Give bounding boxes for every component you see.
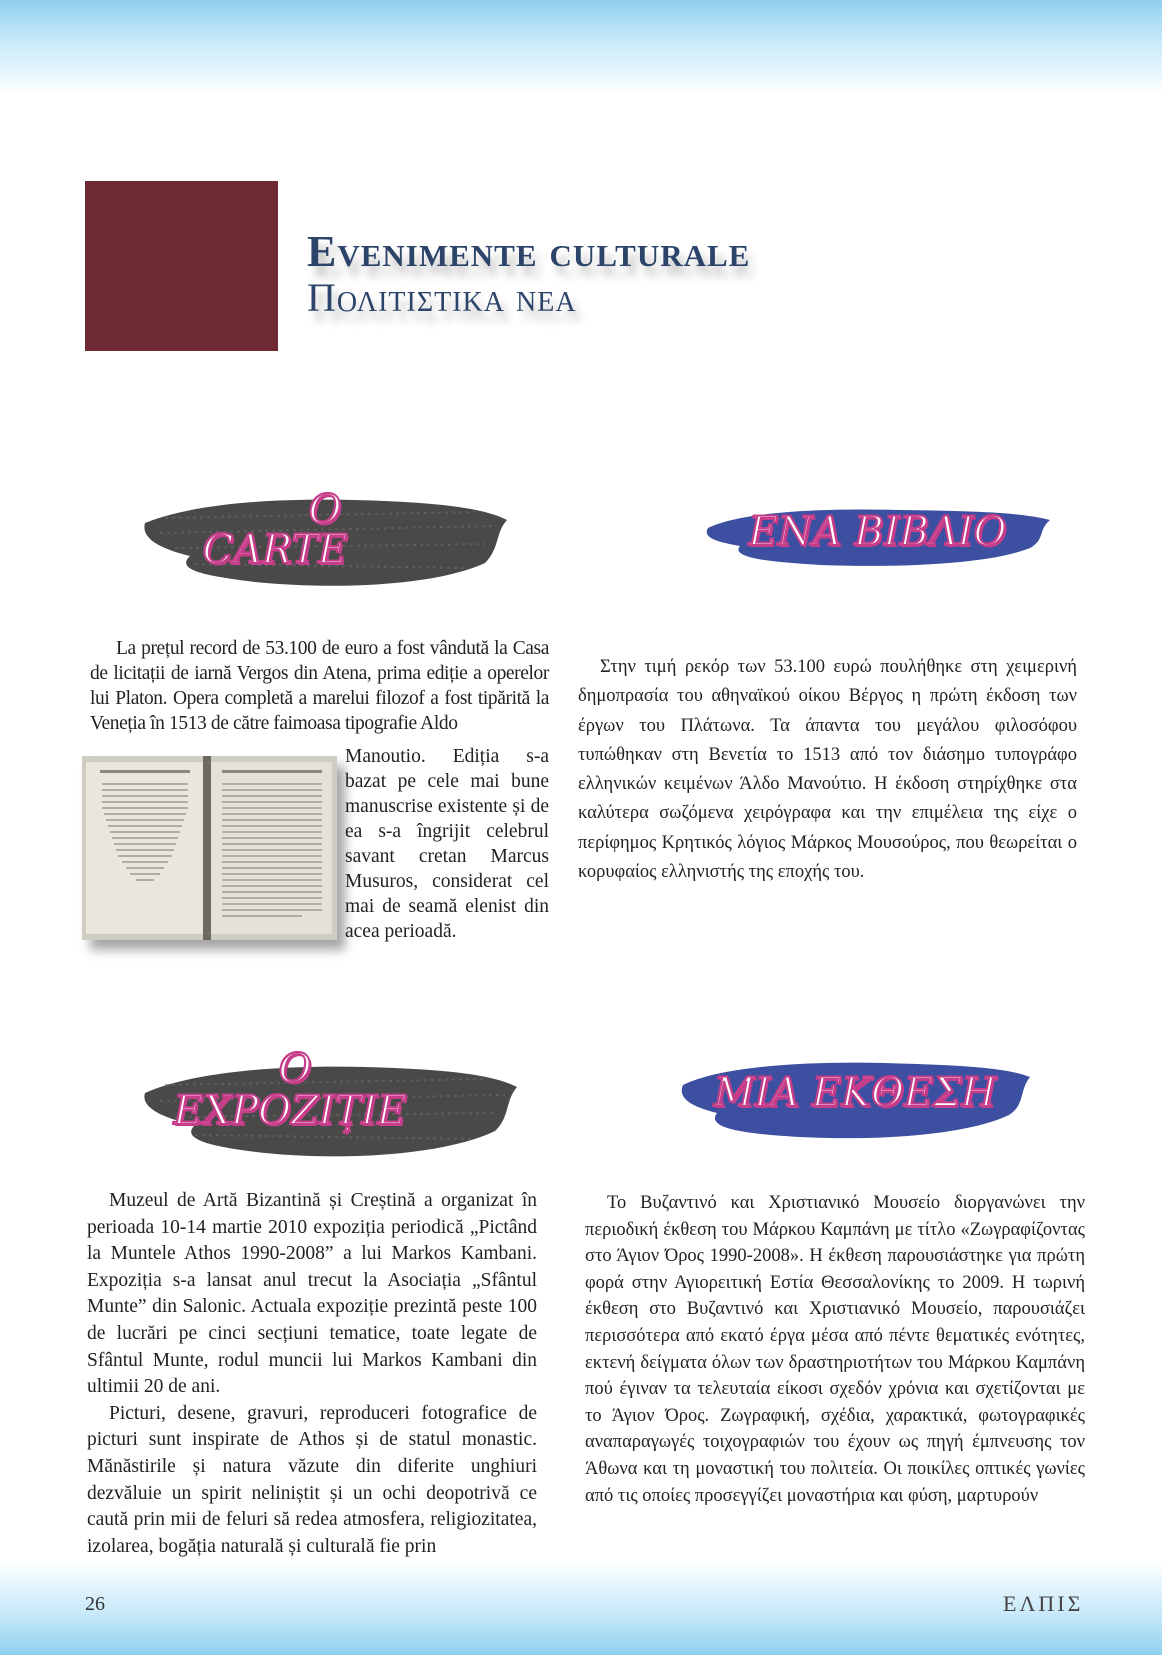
open-book-illustration: [82, 756, 337, 940]
brush-text-o: O: [308, 487, 342, 533]
bottom-gradient-band: [0, 1560, 1162, 1655]
page-number: 26: [85, 1593, 105, 1615]
brush-text-o: O: [278, 1046, 312, 1092]
book-article-romanian-intro: [90, 636, 549, 736]
brush-label-o-expozitie: [135, 1043, 525, 1168]
section-title-romanian: Evenimente culturale: [307, 227, 751, 276]
brush-text-expozitie: EXPOZIȚIE: [173, 1088, 407, 1134]
exhibition-greek-paragraph: Το Βυζαντινό και Χριστιανικό Μουσείο διοργανώνει την περιοδική έκθεση του Μάρκου Καμπάνη με τίτλο «Ζωγραφίζοντας στο Άγιον Όρος 1990-2008». Η έκθεση παρουσιάστηκε για πρώτη φορά στην Αγιορειτική Εστία Θεσσαλονίκης το 2009. Η τωρινή έκθεση στο Βυζαντινό και Χριστιανικό Μουσείο, παρουσιάζει περισσότερα από εκατό έργα μέσα από πέντε θεματικές ενότητες, εκτενή δείγματα όλων των δραστηριοτήτων του Μάρκου Καμπάνη πού έγιναν τα τελευταία είκοσι σχεδόν χρόνια και σχετίζονται με το Άγιον Όρος. Ζωγραφική, σχέδια, χαρακτικά, φωτογραφικές αναπαραγωγές τοιχογραφιών του έχουν ως πηγή έμπνευσης τον Άθωνα και τη μοναστική του πολιτεία. Οι ποικίλες οπτικές γωνίες από τις οποίες προσεγγίζει μοναστήρια και φύση, μαρτυρούν: [585, 1193, 1085, 1506]
book-article-greek: [578, 653, 1077, 887]
brush-text-mia-ekthesi: ΜΙΑ ΕΚΘΕΣΗ: [713, 1070, 997, 1116]
brush-label-ena-vivlio: [700, 498, 1055, 573]
exhibition-article-greek: [585, 1190, 1085, 1509]
exhibition-romanian-paragraph-2: Picturi, desene, gravuri, reproduceri fotografice de picturi sunt inspirate de Athos și de statul monastic. Mănăstirile și natura văzute din diferite unghiuri dezvăluie un spirit neliniștit și un ochi deopotrivă ce caută prin mii de feluri să redea atmosfera, religiozitatea, izolarea, bogăția naturală și culturală fie prin: [87, 1402, 537, 1557]
exhibition-article-romanian: [87, 1188, 537, 1560]
book-photo: [82, 756, 337, 940]
brush-text-ena-vivlio: ΕΝΑ ΒΙΒΛΙΟ: [748, 509, 1007, 555]
brush-text-carte: CARTE: [202, 527, 348, 573]
brush-label-mia-ekthesi: [675, 1053, 1035, 1145]
exhibition-romanian-paragraph-1: Muzeul de Artă Bizantină și Creștină a organizat în perioada 10-14 martie 2010 expoziția periodică „Pictând la Muntele Athos 1990-2008” a lui Markos Kambani. Expoziția s-a lansat anul trecut la Asociația „Sfântul Munte” din Salonic. Actuala expoziție prezintă peste 100 de lucrări pe cinci secțiuni tematice, toate legate de Sfântul Munte, rodul muncii lui Markos Kambani din ultimii 20 de ani.: [87, 1190, 537, 1398]
section-title-greek: Πολιτιστικα νεα: [307, 275, 577, 320]
book-article-romanian-intro-text: La prețul record de 53.100 de euro a fost vândută la Casa de licitații de iarnă Vergos din Atena, prima ediție a operelor lui Platon. Opera completă a marelui filozof a fost tipărită la Veneția în 1513 de către faimoasa tipografie Aldo: [90, 638, 549, 734]
top-gradient-band: [0, 0, 1162, 95]
journal-name: ΕΛΠΙΣ: [1003, 1591, 1084, 1616]
brush-label-o-carte: [135, 478, 515, 598]
book-article-romanian-wrap: Manoutio. Ediția s-a bazat pe cele mai bune manuscrise existente și de ea s-a îngrijit celebrul savant cretan Marcus Musuros, considerat cel mai de seamă elenist din acea perioadă.: [345, 746, 549, 942]
decorative-square: [85, 181, 278, 351]
book-article-greek-paragraph: Στην τιμή ρεκόρ των 53.100 ευρώ πουλήθηκε στη χειμερινή δημοπρασία του αθηναϊκού οίκου Βέργος η πρώτη έκδοση των έργων του Πλάτωνα. Τα άπαντα του μεγάλου φιλοσόφου τυπώθηκαν στη Βενετία το 1513 από τον διάσημο τυπογράφο ελληνικών κειμένων Άλδο Μανούτιο. Η έκδοση στηρίχθηκε στα καλύτερα σωζόμενα χειρόγραφα και την επιμέλεια της είχε ο περίφημος Κρητικός λόγιος Μάρκος Μουσούρος, που θεωρείται ο κορυφαίος ελληνιστής της εποχής του.: [578, 657, 1077, 883]
